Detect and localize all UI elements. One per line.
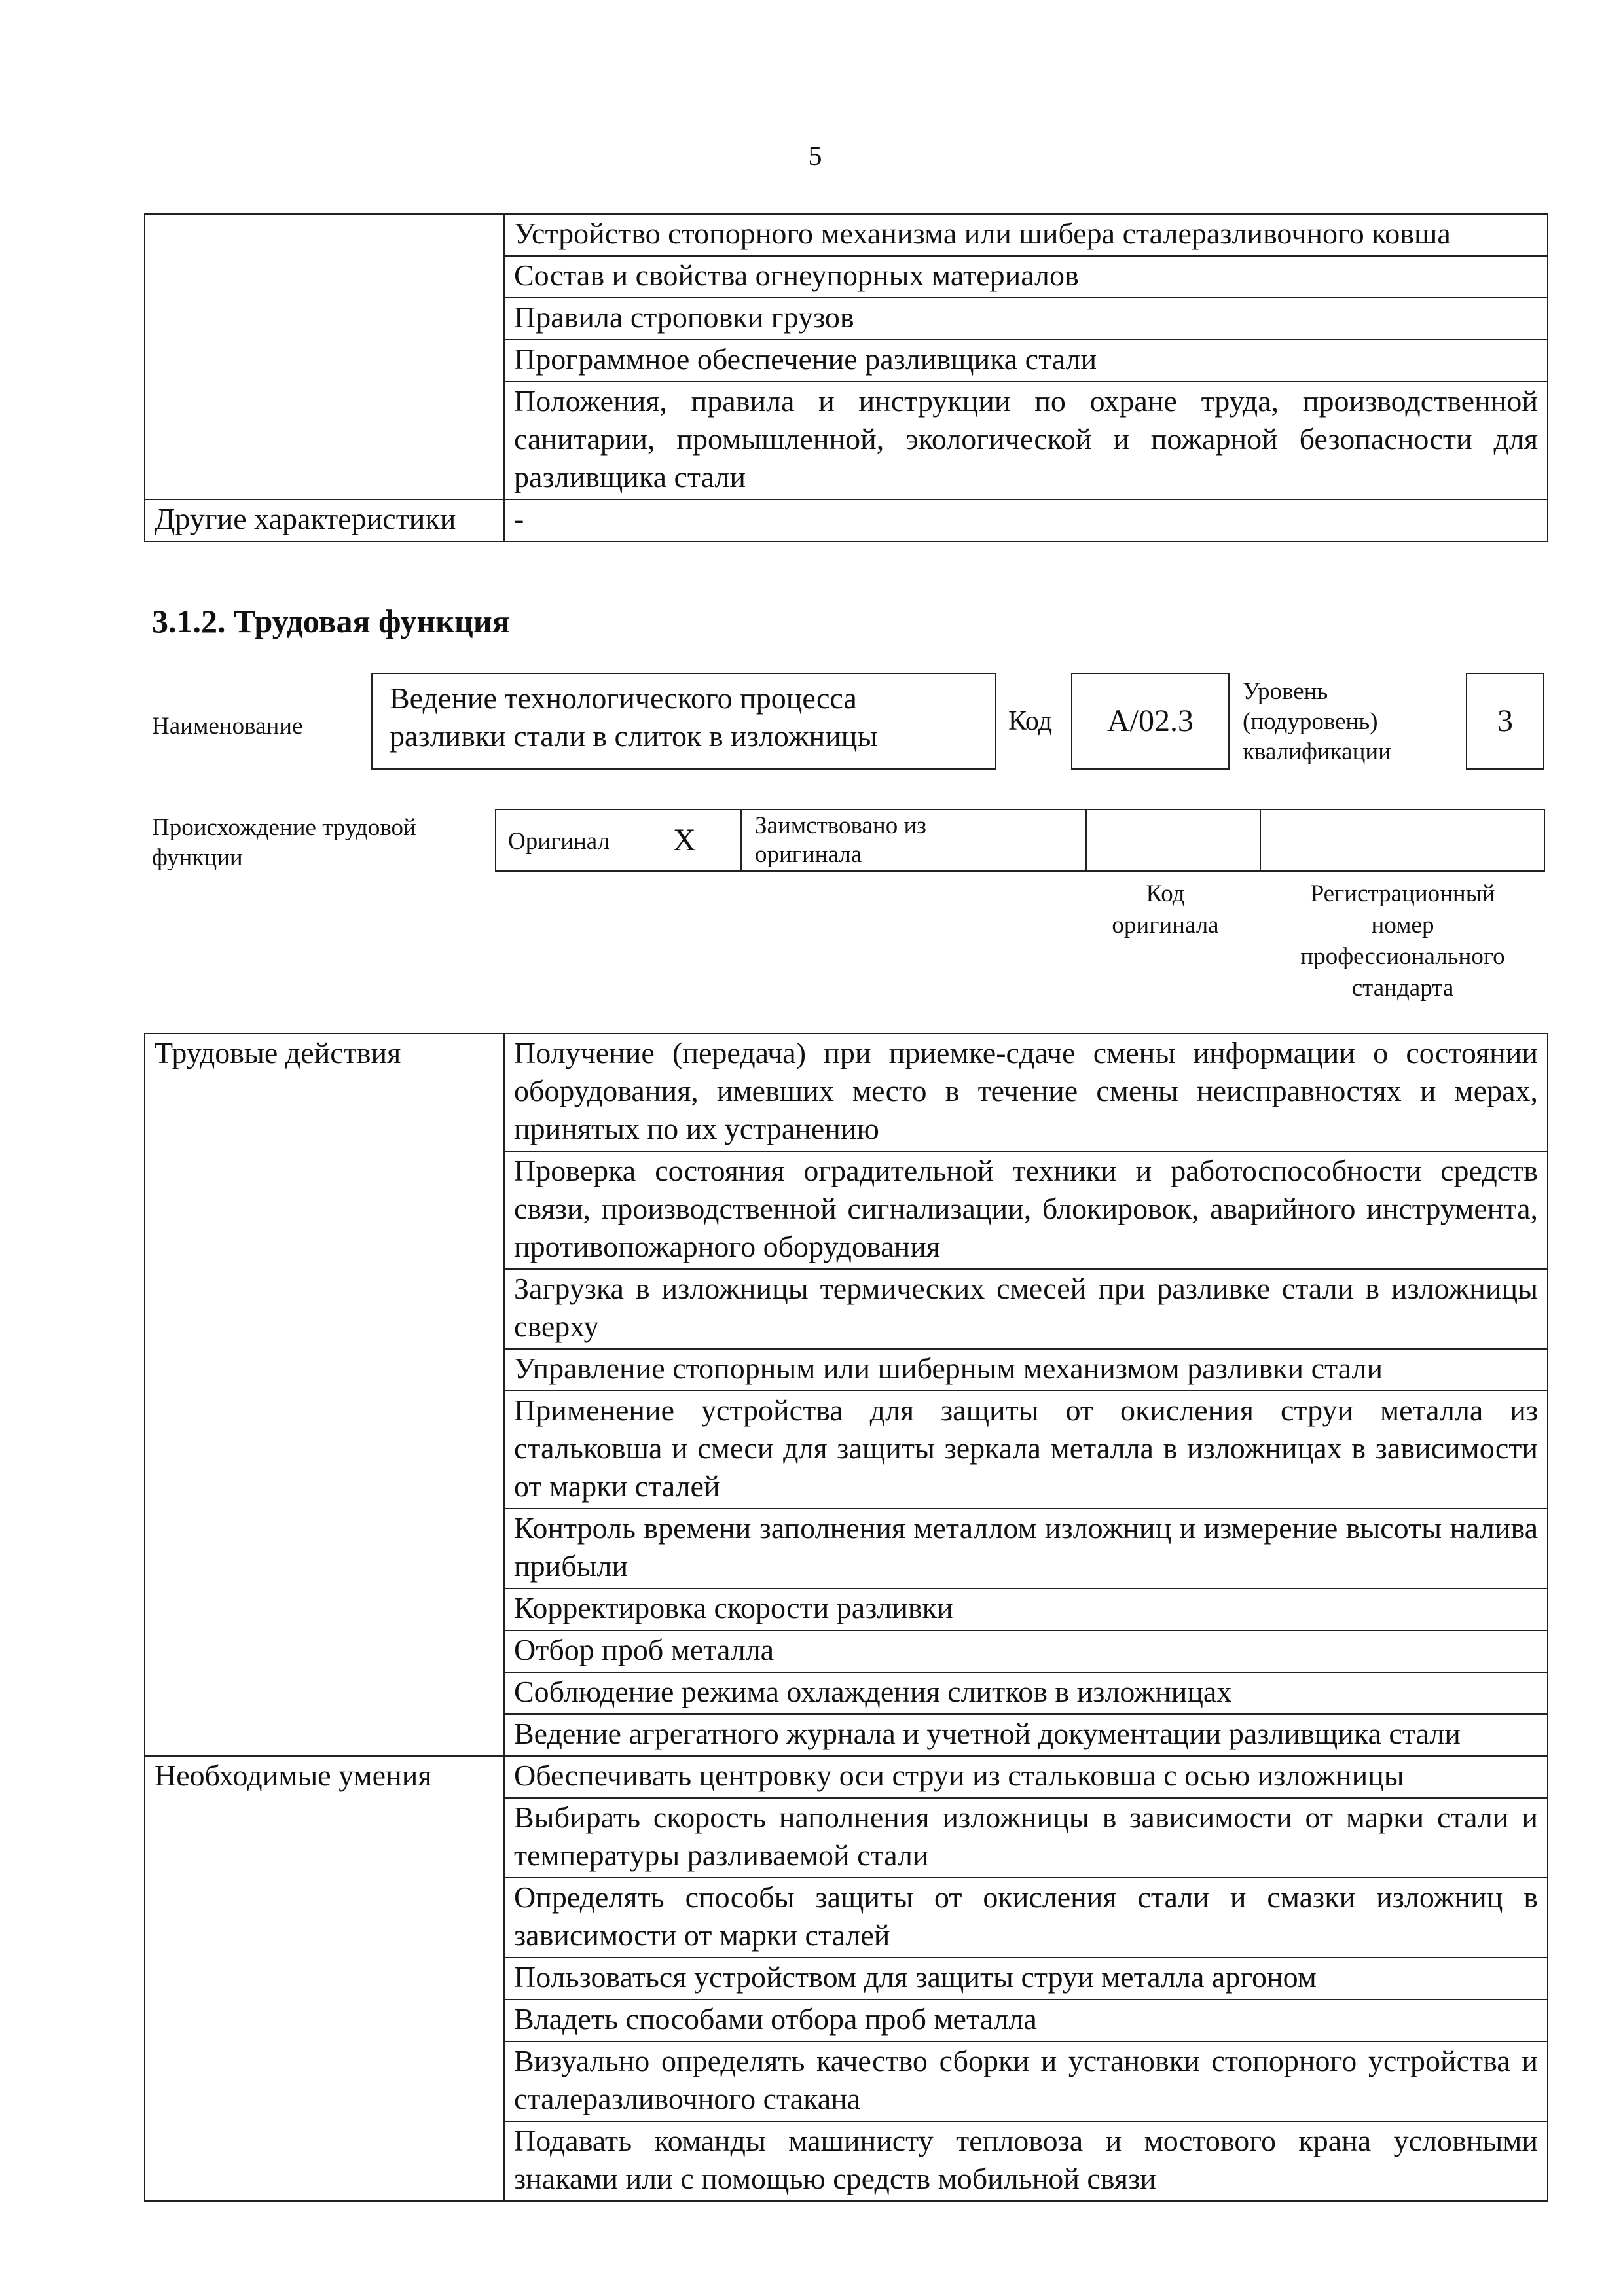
registration-caption-line2: номер [1371, 912, 1434, 939]
labor-action-item: Проверка состояния оградительной техники и работоспособности средств связи, производственной сигнализации, блокировок, аварийного инструмента, противопожарного оборудования [504, 1151, 1548, 1269]
labor-action-item: Соблюдение режима охлаждения слитков в изложницах [504, 1672, 1548, 1714]
knowledge-item: Правила строповки грузов [504, 298, 1548, 340]
code-value-box [1071, 673, 1230, 770]
knowledge-item: Состав и свойства огнеупорных материалов [504, 256, 1548, 298]
level-label-line3: квалификации [1243, 738, 1391, 765]
original-code-caption-line2: оригинала [1112, 912, 1219, 939]
original-label: Оригинал [508, 828, 610, 855]
labor-action-item: Управление стопорным или шиберным механизмом разливки стали [504, 1349, 1548, 1391]
function-name-line1: Ведение технологического процесса [390, 681, 857, 715]
skill-item: Определять способы защиты от окисления стали и смазки изложниц в зависимости от марки сталей [504, 1878, 1548, 1958]
function-name-line2: разливки стали в слиток в изложницы [390, 719, 878, 753]
other-characteristics-value: - [504, 499, 1548, 541]
registration-caption [1260, 878, 1545, 1004]
level-value: 3 [1497, 704, 1513, 738]
origin-label-line1: Происхождение трудовой [152, 814, 416, 841]
origin-label-line2: функции [152, 844, 243, 871]
origin-row [495, 809, 1545, 872]
registration-caption-line1: Регистрационный [1310, 880, 1495, 907]
level-label [1243, 677, 1391, 767]
skill-item: Выбирать скорость наполнения изложницы в зависимости от марки стали и температуры разливаемой стали [504, 1798, 1548, 1878]
labor-actions-label: Трудовые действия [145, 1033, 504, 1756]
labor-action-item: Загрузка в изложницы термических смесей при разливке стали в изложницы сверху [504, 1269, 1548, 1349]
skill-item: Визуально определять качество сборки и установки стопорного устройства и сталеразливочного стакана [504, 2041, 1548, 2121]
knowledge-item: Программное обеспечение разливщика стали [504, 340, 1548, 382]
labor-action-item: Контроль времени заполнения металлом изложниц и измерение высоты налива прибыли [504, 1509, 1548, 1588]
origin-label [152, 813, 416, 873]
original-code-caption [1087, 878, 1244, 941]
registration-caption-line4: стандарта [1351, 975, 1454, 1001]
labor-action-item: Ведение агрегатного журнала и учетной документации разливщика стали [504, 1714, 1548, 1756]
required-skills-label: Необходимые умения [145, 1756, 504, 2201]
knowledge-table-continued [144, 213, 1548, 542]
registration-caption-line3: профессионального [1300, 943, 1505, 970]
other-characteristics-label: Другие характеристики [145, 499, 504, 541]
knowledge-item: Положения, правила и инструкции по охране труда, производственной санитарии, промышленной, экологической и пожарной безопасности для разливщика стали [504, 382, 1548, 499]
page-number: 5 [808, 141, 822, 171]
borrowed-line2: оригинала [755, 841, 862, 868]
level-label-line2: (подуровень) [1243, 708, 1378, 735]
labor-action-item: Применение устройства для защиты от окисления струи металла из стальковша и смеси для защиты зеркала металла в изложницах в зависимости от марки сталей [504, 1391, 1548, 1509]
skill-item: Пользоваться устройством для защиты струи металла аргоном [504, 1958, 1548, 2000]
original-code-cell [1088, 810, 1261, 870]
labor-function-table [144, 1033, 1548, 2202]
code-label: Код [1008, 706, 1053, 736]
skill-item: Подавать команды машинисту тепловоза и мостового крана условными знаками или с помощью средств мобильной связи [504, 2121, 1548, 2201]
name-label: Наименование [152, 713, 303, 740]
borrowed-line1: Заимствовано из [755, 812, 926, 839]
labor-action-item: Получение (передача) при приемке-сдаче смены информации о состоянии оборудования, имевших место в течение смены неисправностях и мерах, принятых по их устранению [504, 1033, 1548, 1151]
skill-item: Владеть способами отбора проб металла [504, 2000, 1548, 2041]
original-mark: X [673, 823, 696, 857]
level-label-line1: Уровень [1243, 678, 1328, 705]
level-value-box [1466, 673, 1544, 770]
labor-action-item: Отбор проб металла [504, 1630, 1548, 1672]
skill-item: Обеспечивать центровку оси струи из стальковша с осью изложницы [504, 1756, 1548, 1798]
empty-label-cell [145, 214, 504, 499]
code-value: А/02.3 [1107, 704, 1194, 738]
function-name-box [371, 673, 996, 770]
original-cell [496, 810, 742, 870]
original-code-caption-line1: Код [1146, 880, 1185, 907]
section-title: 3.1.2. Трудовая функция [152, 603, 510, 639]
labor-action-item: Корректировка скорости разливки [504, 1588, 1548, 1630]
borrowed-cell [742, 810, 1087, 870]
knowledge-item: Устройство стопорного механизма или шибера сталеразливочного ковша [504, 214, 1548, 256]
